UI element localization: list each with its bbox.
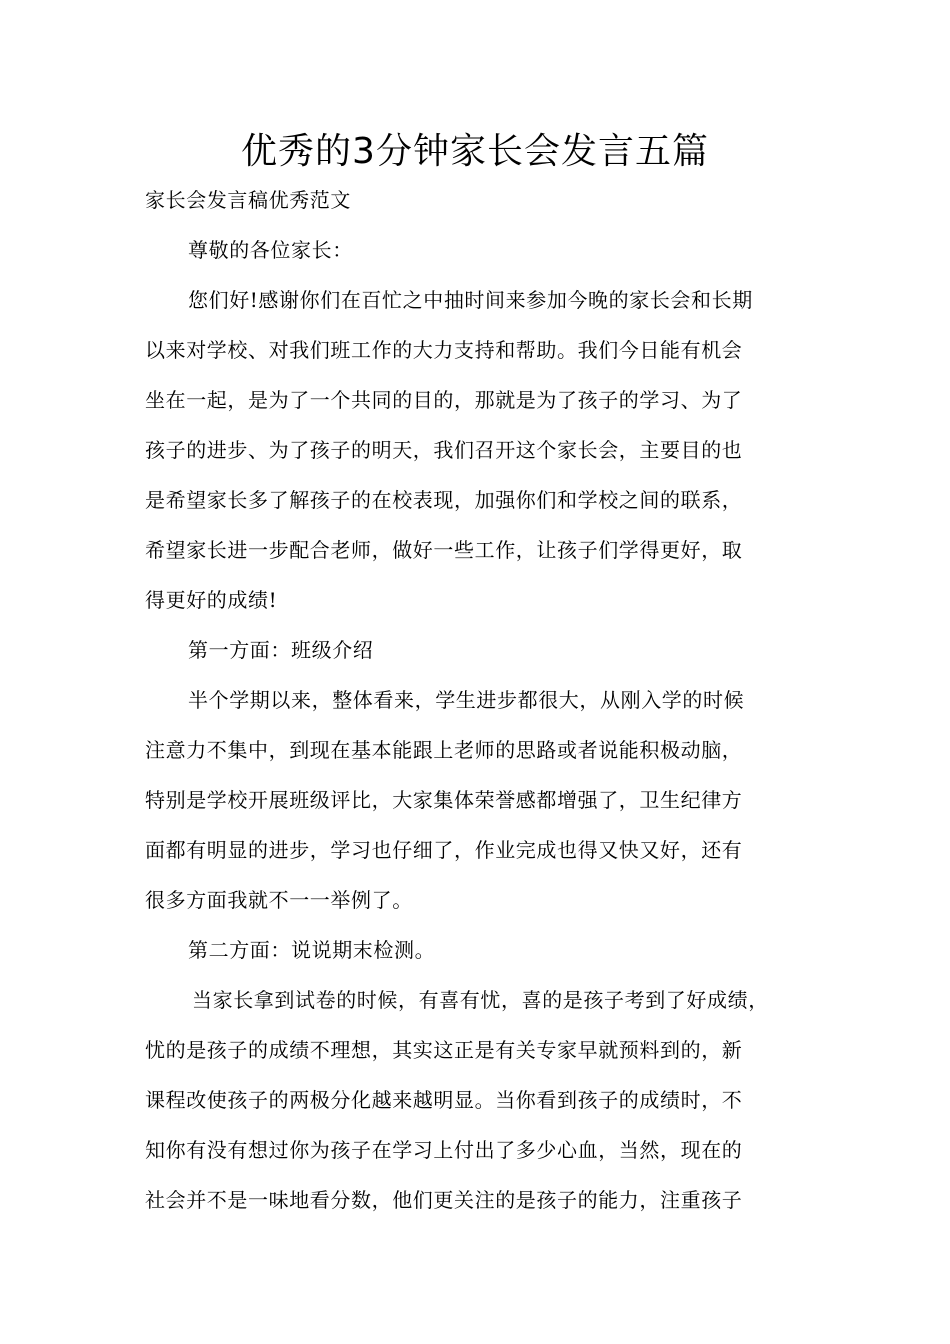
paragraph-line: 是希望家长多了解孩子的在校表现，加强你们和学校之间的联系， — [145, 488, 743, 512]
paragraph-line: 以来对学校、对我们班工作的大力支持和帮助。我们今日能有机会 — [145, 338, 743, 362]
paragraph-line: 孩子的进步、为了孩子的明天，我们召开这个家长会，主要目的也 — [145, 438, 743, 462]
paragraph-line: 社会并不是一味地看分数，他们更关注的是孩子的能力，注重孩子 — [145, 1188, 743, 1212]
paragraph-line: 坐在一起，是为了一个共同的目的，那就是为了孩子的学习、为了 — [145, 388, 743, 412]
paragraph-line: 知你有没有想过你为孩子在学习上付出了多少心血，当然，现在的 — [145, 1138, 743, 1162]
paragraph-line: 得更好的成绩! — [145, 588, 278, 612]
section-heading: 第一方面：班级介绍 — [188, 638, 374, 662]
paragraph-line: 您们好!感谢你们在百忙之中抽时间来参加今晚的家长会和长期 — [188, 288, 753, 312]
paragraph-line: 特别是学校开展班级评比，大家集体荣誉感都增强了，卫生纪律方 — [145, 788, 743, 812]
salutation-line: 尊敬的各位家长： — [188, 238, 353, 262]
paragraph-line: 希望家长进一步配合老师，做好一些工作，让孩子们学得更好，取 — [145, 538, 743, 562]
section-heading: 第二方面：说说期末检测。 — [188, 938, 436, 962]
document-title: 优秀的3分钟家长会发言五篇 — [241, 131, 709, 172]
paragraph-line: 忧的是孩子的成绩不理想，其实这正是有关专家早就预料到的，新 — [145, 1038, 743, 1062]
document-subtitle: 家长会发言稿优秀范文 — [145, 188, 351, 212]
paragraph-line: 半个学期以来，整体看来，学生进步都很大，从刚入学的时候 — [188, 688, 745, 712]
paragraph-line: 很多方面我就不一一举例了。 — [145, 888, 413, 912]
paragraph-line: 面都有明显的进步，学习也仔细了，作业完成也得又快又好，还有 — [145, 838, 743, 862]
paragraph-line: 课程改使孩子的两极分化越来越明显。当你看到孩子的成绩时，不 — [145, 1088, 743, 1112]
paragraph-line: 注意力不集中，到现在基本能跟上老师的思路或者说能积极动脑， — [145, 738, 743, 762]
paragraph-line: 当家长拿到试卷的时候，有喜有忧，喜的是孩子考到了好成绩， — [192, 988, 769, 1012]
